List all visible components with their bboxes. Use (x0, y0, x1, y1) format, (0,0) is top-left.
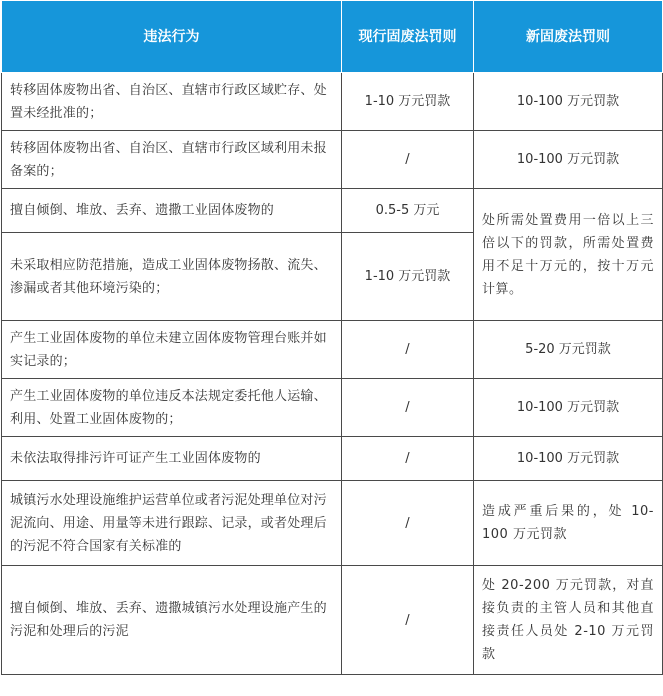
new-penalty-cell: 10-100 万元罚款 (474, 379, 663, 437)
violation-cell: 未依法取得排污许可证产生工业固体废物的 (2, 437, 342, 481)
violation-cell: 转移固体废物出省、自治区、直辖市行政区域利用未报备案的； (2, 131, 342, 189)
violation-cell: 产生工业固体废物的单位违反本法规定委托他人运输、利用、处置工业固体废物的； (2, 379, 342, 437)
table-row (2, 189, 663, 233)
header-violation: 违法行为 (2, 1, 342, 73)
header-current-penalty: 现行固废法罚则 (342, 1, 474, 73)
new-penalty-cell: 5-20 万元罚款 (474, 321, 663, 379)
new-penalty-cell: 处 20-200 万元罚款，对直接负责的主管人员和其他直接责任人员处 2-10 万元罚款 (474, 566, 663, 675)
table-row (2, 437, 663, 481)
violation-cell: 城镇污水处理设施维护运营单位或者污泥处理单位对污泥流向、用途、用量等未进行跟踪、记录，或者处理后的污泥不符合国家有关标准的 (2, 481, 342, 566)
current-penalty-cell: 0.5-5 万元 (342, 189, 474, 233)
new-penalty-cell: 10-100 万元罚款 (474, 437, 663, 481)
table-row (2, 73, 663, 131)
current-penalty-cell: 1-10 万元罚款 (342, 73, 474, 131)
violation-cell: 转移固体废物出省、自治区、直辖市行政区域贮存、处置未经批准的； (2, 73, 342, 131)
table-row (2, 379, 663, 437)
current-penalty-cell: / (342, 131, 474, 189)
new-penalty-cell-merged: 处所需处置费用一倍以上三倍以下的罚款，所需处置费用不足十万元的，按十万元计算。 (474, 189, 663, 321)
table-row (2, 131, 663, 189)
table-row (2, 481, 663, 566)
new-penalty-cell: 造成严重后果的，处 10-100 万元罚款 (474, 481, 663, 566)
current-penalty-cell: 1-10 万元罚款 (342, 233, 474, 321)
table-header-row (2, 1, 663, 73)
current-penalty-cell: / (342, 437, 474, 481)
header-new-penalty: 新固废法罚则 (474, 1, 663, 73)
violation-cell: 擅自倾倒、堆放、丢弃、遗撒工业固体废物的 (2, 189, 342, 233)
new-penalty-cell: 10-100 万元罚款 (474, 73, 663, 131)
violation-cell: 产生工业固体废物的单位未建立固体废物管理台账并如实记录的； (2, 321, 342, 379)
violation-cell: 擅自倾倒、堆放、丢弃、遗撒城镇污水处理设施产生的污泥和处理后的污泥 (2, 566, 342, 675)
table-row (2, 566, 663, 675)
current-penalty-cell: / (342, 321, 474, 379)
violation-cell: 未采取相应防范措施，造成工业固体废物扬散、流失、渗漏或者其他环境污染的； (2, 233, 342, 321)
current-penalty-cell: / (342, 481, 474, 566)
table-row (2, 321, 663, 379)
penalty-comparison-table (1, 0, 663, 675)
new-penalty-cell: 10-100 万元罚款 (474, 131, 663, 189)
current-penalty-cell: / (342, 566, 474, 675)
current-penalty-cell: / (342, 379, 474, 437)
